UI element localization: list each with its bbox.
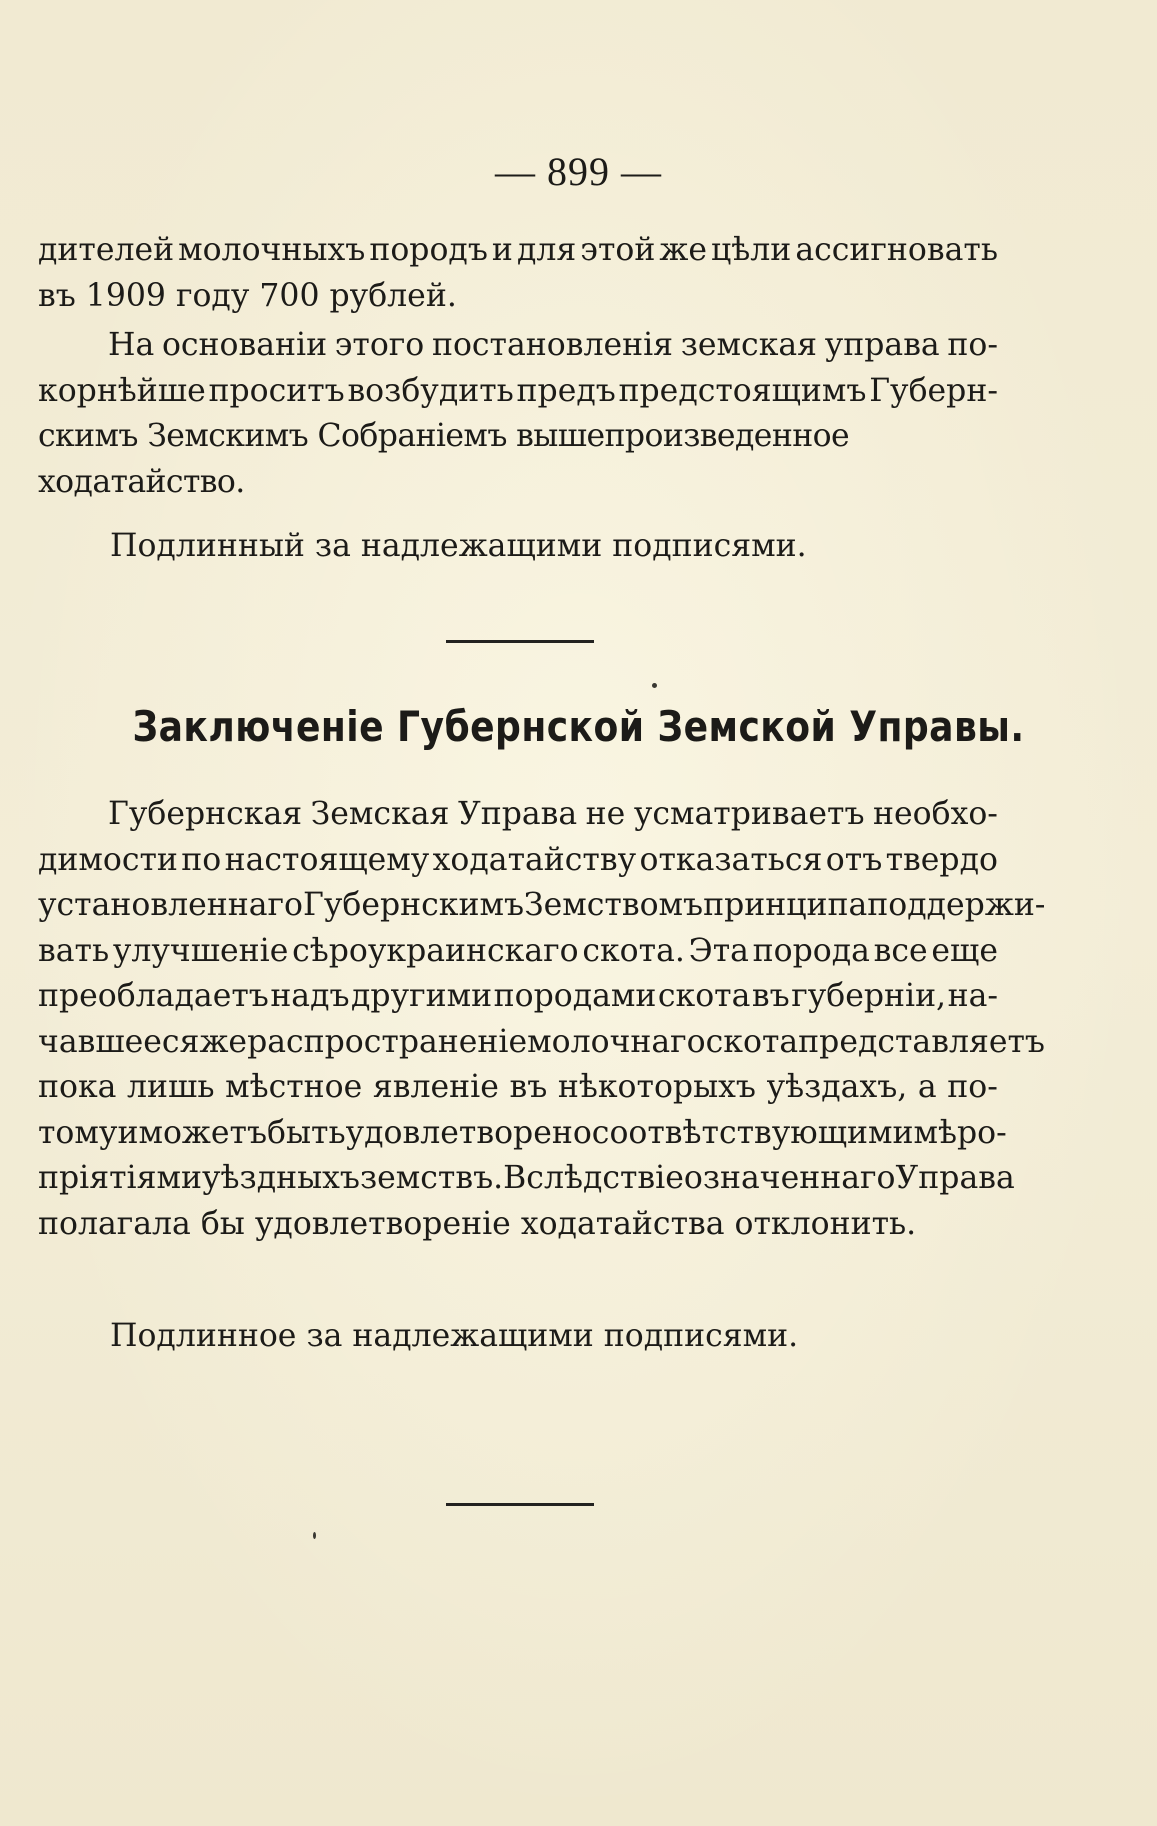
page-number: — 899 —	[495, 149, 662, 194]
text-line: На основанiи этого постановленія земская управа по-	[108, 327, 998, 363]
text-line: пріятіями уѣздныхъ земствъ. Вслѣдствіе означеннаго Управа	[38, 1160, 1015, 1196]
text-line: полагала бы удовлетвореніе ходатайства отклонить.	[38, 1205, 917, 1242]
text-line: корнѣйше проситъ возбудить предъ предстоящимъ Губерн-	[38, 372, 998, 409]
dot-mark	[652, 683, 657, 688]
text-line: преобладаетъ надъ другими породами скота въ губерніи, на-	[38, 978, 998, 1014]
text-line: вать улучшеніе сѣроукраинскаго скота. Эта порода все еще	[38, 932, 998, 969]
text-line: димости по настоящему ходатайству отказаться отъ твердо	[38, 841, 998, 878]
text-line: въ 1909 году 700 рублей.	[38, 277, 457, 314]
text-line: чавшееся же распространеніе молочнаго скота представляетъ	[38, 1023, 1045, 1060]
section-heading: Заключеніе Губернской Земской Управы.	[132, 702, 1025, 751]
signature-note: Подлинное за надлежащими подписями.	[110, 1318, 799, 1354]
paragraph-conclusion	[38, 792, 1046, 1247]
divider-rule	[446, 640, 594, 643]
text-line: скимъ Земскимъ Собраніемъ вышепроизведенное ходатайство.	[38, 418, 850, 500]
divider-rule	[446, 1503, 594, 1506]
paragraph-continuation	[38, 228, 998, 319]
text-line: пока лишь мѣстное явленіе въ нѣкоторыхъ уѣздахъ, а по-	[38, 1069, 998, 1105]
dot-mark	[313, 1532, 316, 1539]
text-line: дителей молочныхъ породъ и для этой же цѣли ассигновать	[38, 232, 998, 268]
text-line: тому и можетъ быть удовлетворено соотвѣтствующими мѣро-	[38, 1114, 1007, 1151]
text-line: установленнаго Губернскимъ Земствомъ принципа поддержи-	[38, 887, 1046, 923]
text-line: Губернская Земская Управа не усматриваетъ необхо-	[108, 796, 998, 832]
signature-note: Подлинный за надлежащими подписями.	[110, 528, 807, 564]
paragraph-request	[38, 323, 998, 505]
